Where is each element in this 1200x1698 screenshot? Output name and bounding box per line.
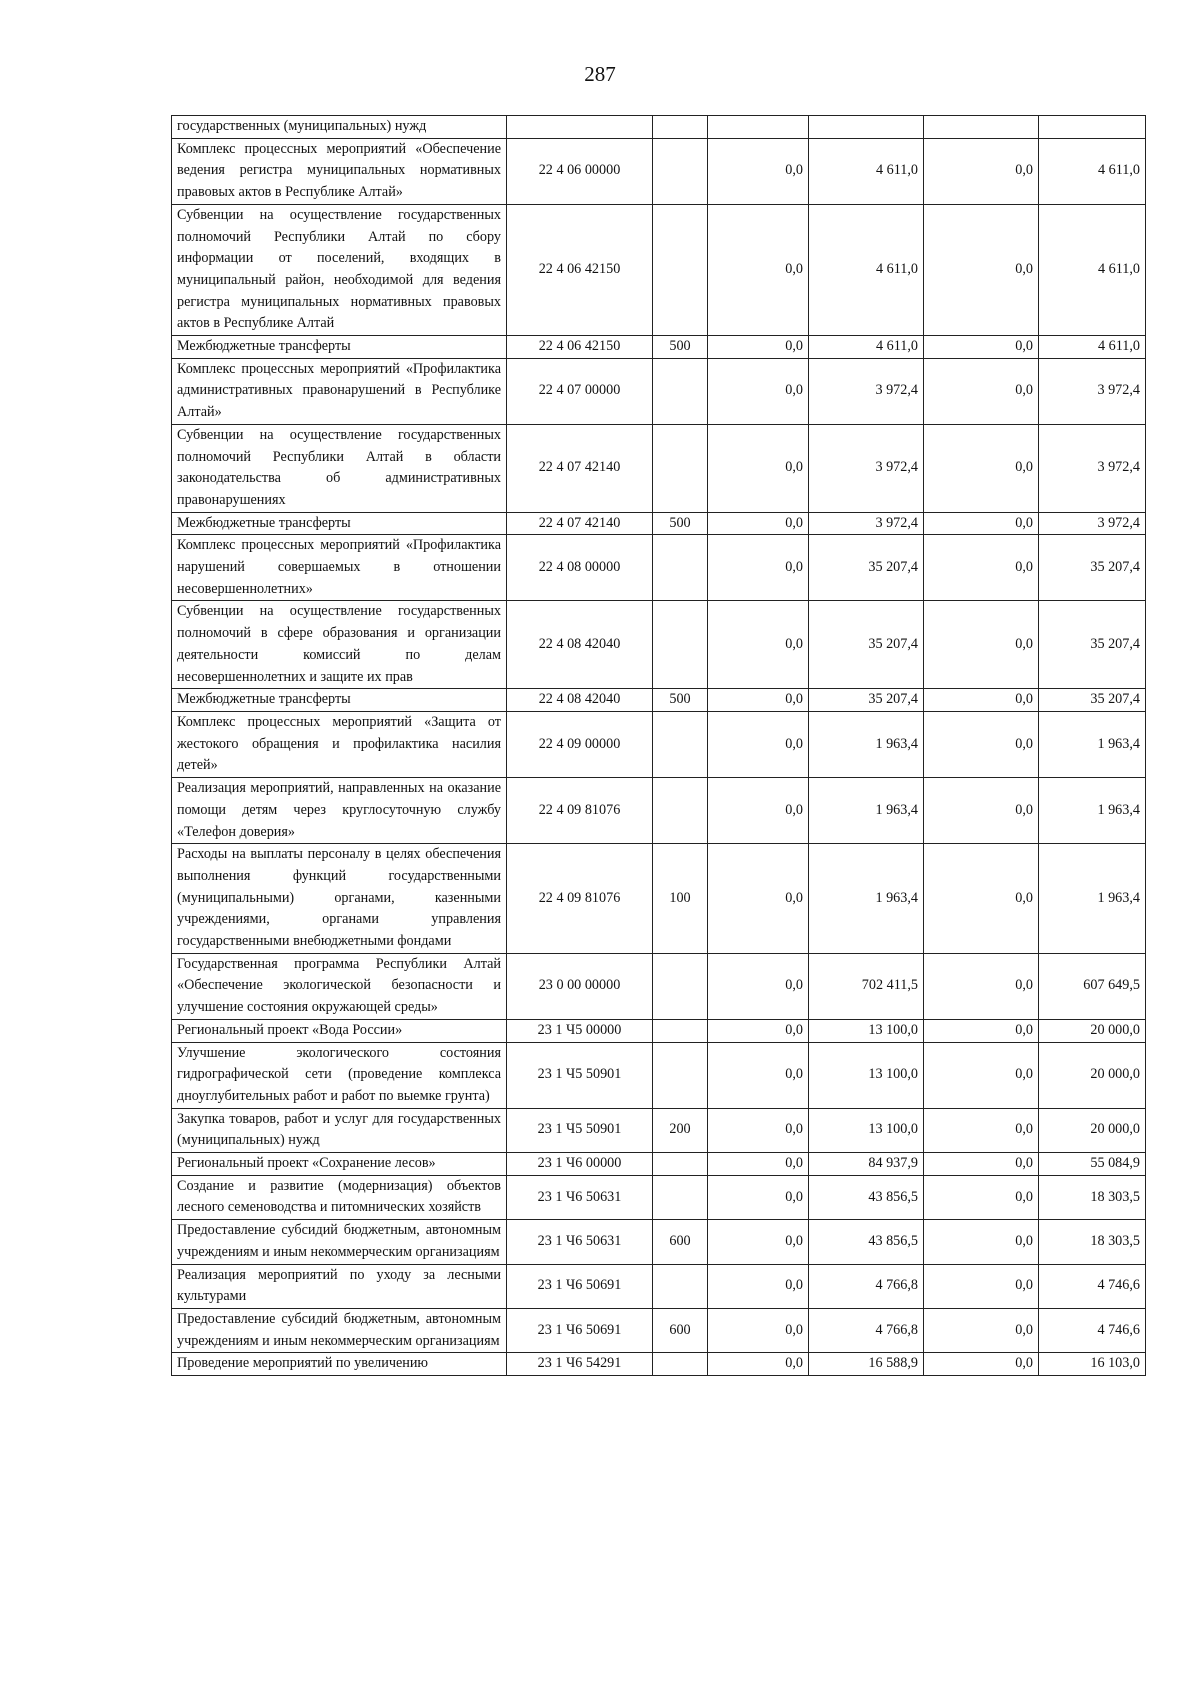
budget-table-body: [172, 116, 1146, 1376]
row-expense-type: [653, 778, 708, 844]
row-code: 23 1 Ч6 00000: [507, 1153, 653, 1176]
table-row: [172, 1220, 1146, 1264]
row-code: 22 4 06 00000: [507, 138, 653, 204]
row-expense-type: [653, 953, 708, 1019]
row-name: Проведение мероприятий по увеличению: [172, 1353, 507, 1376]
table-row: [172, 116, 1146, 139]
row-value-2: 702 411,5: [809, 953, 924, 1019]
row-value-4: 20 000,0: [1039, 1108, 1146, 1152]
row-code: 22 4 09 81076: [507, 778, 653, 844]
table-row: [172, 1264, 1146, 1308]
row-value-3: 0,0: [924, 778, 1039, 844]
row-value-4: 3 972,4: [1039, 512, 1146, 535]
row-value-3: 0,0: [924, 535, 1039, 601]
row-name: Региональный проект «Вода России»: [172, 1019, 507, 1042]
row-value-1: 0,0: [708, 1019, 809, 1042]
row-value-3: 0,0: [924, 844, 1039, 954]
row-value-4: 4 611,0: [1039, 204, 1146, 335]
row-value-1: 0,0: [708, 711, 809, 777]
row-value-1: 0,0: [708, 358, 809, 424]
row-name: Межбюджетные трансферты: [172, 336, 507, 359]
row-code: [507, 116, 653, 139]
row-expense-type: [653, 204, 708, 335]
row-code: 22 4 07 42140: [507, 512, 653, 535]
row-expense-type: [653, 358, 708, 424]
row-name: Комплекс процессных мероприятий «Обеспечение ведения регистра муниципальных нормативных правовых актов в Республике Алтай»: [172, 138, 507, 204]
row-value-1: 0,0: [708, 1153, 809, 1176]
row-code: 22 4 08 42040: [507, 689, 653, 712]
row-name: Субвенции на осуществление государственных полномочий Республики Алтай по сбору информации от поселений, входящих в муниципальный район, необходимой для ведения регистра муниципальных нормативных правовых актов в Республике Алтай: [172, 204, 507, 335]
row-value-2: 13 100,0: [809, 1042, 924, 1108]
row-value-1: [708, 116, 809, 139]
row-value-2: 4 611,0: [809, 204, 924, 335]
row-value-1: 0,0: [708, 1264, 809, 1308]
row-expense-type: [653, 535, 708, 601]
row-value-2: 43 856,5: [809, 1175, 924, 1219]
row-name: Реализация мероприятий, направленных на оказание помощи детям через круглосуточную службу «Телефон доверия»: [172, 778, 507, 844]
row-value-1: 0,0: [708, 336, 809, 359]
row-value-4: 55 084,9: [1039, 1153, 1146, 1176]
row-expense-type: 100: [653, 844, 708, 954]
row-value-3: 0,0: [924, 512, 1039, 535]
table-row: [172, 1175, 1146, 1219]
row-expense-type: 200: [653, 1108, 708, 1152]
row-value-4: 20 000,0: [1039, 1019, 1146, 1042]
row-value-1: 0,0: [708, 512, 809, 535]
table-row: [172, 601, 1146, 689]
row-value-3: 0,0: [924, 138, 1039, 204]
row-expense-type: 500: [653, 336, 708, 359]
row-value-1: 0,0: [708, 601, 809, 689]
row-code: 23 1 Ч6 50631: [507, 1220, 653, 1264]
row-name: Комплекс процессных мероприятий «Защита от жестокого обращения и профилактика насилия детей»: [172, 711, 507, 777]
row-value-4: 4 611,0: [1039, 336, 1146, 359]
row-value-4: 3 972,4: [1039, 424, 1146, 512]
table-row: [172, 424, 1146, 512]
table-row: [172, 689, 1146, 712]
row-value-4: 1 963,4: [1039, 778, 1146, 844]
table-row: [172, 1153, 1146, 1176]
table-row: [172, 204, 1146, 335]
row-value-4: 1 963,4: [1039, 711, 1146, 777]
row-expense-type: [653, 1153, 708, 1176]
row-value-2: 35 207,4: [809, 601, 924, 689]
row-value-4: 18 303,5: [1039, 1175, 1146, 1219]
row-code: 22 4 06 42150: [507, 336, 653, 359]
row-code: 23 1 Ч6 50691: [507, 1264, 653, 1308]
row-value-2: 4 766,8: [809, 1264, 924, 1308]
row-value-1: 0,0: [708, 689, 809, 712]
row-name: Межбюджетные трансферты: [172, 512, 507, 535]
row-value-3: 0,0: [924, 1353, 1039, 1376]
row-value-1: 0,0: [708, 953, 809, 1019]
row-expense-type: 600: [653, 1308, 708, 1352]
table-row: [172, 138, 1146, 204]
row-name: государственных (муниципальных) нужд: [172, 116, 507, 139]
row-value-2: 1 963,4: [809, 711, 924, 777]
row-value-2: 13 100,0: [809, 1108, 924, 1152]
row-name: Межбюджетные трансферты: [172, 689, 507, 712]
row-value-4: 4 746,6: [1039, 1308, 1146, 1352]
row-expense-type: [653, 1019, 708, 1042]
row-value-3: 0,0: [924, 711, 1039, 777]
row-value-3: 0,0: [924, 1019, 1039, 1042]
row-name: Реализация мероприятий по уходу за лесными культурами: [172, 1264, 507, 1308]
row-value-2: 1 963,4: [809, 778, 924, 844]
row-value-2: 16 588,9: [809, 1353, 924, 1376]
row-value-3: 0,0: [924, 336, 1039, 359]
row-value-1: 0,0: [708, 844, 809, 954]
row-code: 23 0 00 00000: [507, 953, 653, 1019]
table-row: [172, 1353, 1146, 1376]
row-value-1: 0,0: [708, 1308, 809, 1352]
row-expense-type: 500: [653, 512, 708, 535]
row-value-4: 3 972,4: [1039, 358, 1146, 424]
row-value-1: 0,0: [708, 138, 809, 204]
row-code: 22 4 09 00000: [507, 711, 653, 777]
row-code: 22 4 07 42140: [507, 424, 653, 512]
row-name: Предоставление субсидий бюджетным, автономным учреждениям и иным некоммерческим организациям: [172, 1220, 507, 1264]
table-row: [172, 535, 1146, 601]
row-value-1: 0,0: [708, 204, 809, 335]
row-expense-type: [653, 116, 708, 139]
table-row: [172, 1108, 1146, 1152]
row-name: Субвенции на осуществление государственных полномочий Республики Алтай в области законодательства об административных правонарушениях: [172, 424, 507, 512]
row-value-3: 0,0: [924, 601, 1039, 689]
row-expense-type: [653, 601, 708, 689]
table-row: [172, 336, 1146, 359]
row-value-1: 0,0: [708, 1353, 809, 1376]
row-value-2: 84 937,9: [809, 1153, 924, 1176]
row-value-4: 35 207,4: [1039, 535, 1146, 601]
row-value-1: 0,0: [708, 424, 809, 512]
row-code: 22 4 09 81076: [507, 844, 653, 954]
row-value-2: 1 963,4: [809, 844, 924, 954]
row-value-2: [809, 116, 924, 139]
row-value-2: 3 972,4: [809, 512, 924, 535]
row-value-3: 0,0: [924, 1220, 1039, 1264]
row-value-3: 0,0: [924, 424, 1039, 512]
row-name: Улучшение экологического состояния гидрографической сети (проведение комплекса дноуглубительных работ и работ по выемке грунта): [172, 1042, 507, 1108]
row-value-2: 3 972,4: [809, 424, 924, 512]
row-value-2: 35 207,4: [809, 535, 924, 601]
row-code: 22 4 08 42040: [507, 601, 653, 689]
row-value-1: 0,0: [708, 1175, 809, 1219]
row-name: Государственная программа Республики Алтай «Обеспечение экологической безопасности и улучшение состояния окружающей среды»: [172, 953, 507, 1019]
row-code: 23 1 Ч5 50901: [507, 1042, 653, 1108]
row-value-4: 16 103,0: [1039, 1353, 1146, 1376]
row-expense-type: [653, 138, 708, 204]
row-value-4: [1039, 116, 1146, 139]
row-value-1: 0,0: [708, 1220, 809, 1264]
row-value-4: 4 611,0: [1039, 138, 1146, 204]
row-value-2: 35 207,4: [809, 689, 924, 712]
row-name: Субвенции на осуществление государственных полномочий в сфере образования и организации деятельности комиссий по делам несовершеннолетних и защите их прав: [172, 601, 507, 689]
page-number: 287: [584, 62, 616, 86]
row-name: Комплекс процессных мероприятий «Профилактика административных правонарушений в Республике Алтай»: [172, 358, 507, 424]
row-expense-type: [653, 424, 708, 512]
row-value-1: 0,0: [708, 1108, 809, 1152]
table-row: [172, 778, 1146, 844]
table-row: [172, 844, 1146, 954]
row-value-2: 3 972,4: [809, 358, 924, 424]
row-expense-type: [653, 1175, 708, 1219]
row-code: 22 4 06 42150: [507, 204, 653, 335]
row-expense-type: [653, 1264, 708, 1308]
row-value-3: 0,0: [924, 1308, 1039, 1352]
row-value-3: 0,0: [924, 358, 1039, 424]
table-row: [172, 1019, 1146, 1042]
row-value-3: [924, 116, 1039, 139]
row-name: Региональный проект «Сохранение лесов»: [172, 1153, 507, 1176]
row-value-4: 35 207,4: [1039, 601, 1146, 689]
row-value-3: 0,0: [924, 1108, 1039, 1152]
row-value-3: 0,0: [924, 1175, 1039, 1219]
table-row: [172, 711, 1146, 777]
row-code: 23 1 Ч6 50631: [507, 1175, 653, 1219]
row-value-3: 0,0: [924, 1042, 1039, 1108]
row-value-1: 0,0: [708, 1042, 809, 1108]
row-code: 23 1 Ч5 50901: [507, 1108, 653, 1152]
row-name: Расходы на выплаты персоналу в целях обеспечения выполнения функций государственными (муниципальными) органами, казенными учреждениями, органами управления государственными внебюджетными фондами: [172, 844, 507, 954]
row-code: 22 4 07 00000: [507, 358, 653, 424]
row-value-4: 35 207,4: [1039, 689, 1146, 712]
table-row: [172, 953, 1146, 1019]
row-value-3: 0,0: [924, 204, 1039, 335]
row-value-1: 0,0: [708, 778, 809, 844]
table-row: [172, 358, 1146, 424]
row-name: Комплекс процессных мероприятий «Профилактика нарушений совершаемых в отношении несовершеннолетних»: [172, 535, 507, 601]
table-row: [172, 1042, 1146, 1108]
row-value-4: 18 303,5: [1039, 1220, 1146, 1264]
row-value-2: 4 611,0: [809, 336, 924, 359]
row-code: 23 1 Ч6 50691: [507, 1308, 653, 1352]
row-value-4: 607 649,5: [1039, 953, 1146, 1019]
row-name: Предоставление субсидий бюджетным, автономным учреждениям и иным некоммерческим организациям: [172, 1308, 507, 1352]
row-value-3: 0,0: [924, 689, 1039, 712]
row-expense-type: 500: [653, 689, 708, 712]
budget-table: [171, 115, 1146, 1376]
row-expense-type: [653, 711, 708, 777]
row-code: 22 4 08 00000: [507, 535, 653, 601]
row-expense-type: [653, 1353, 708, 1376]
row-value-4: 20 000,0: [1039, 1042, 1146, 1108]
row-value-3: 0,0: [924, 953, 1039, 1019]
row-value-2: 13 100,0: [809, 1019, 924, 1042]
table-row: [172, 512, 1146, 535]
row-expense-type: 600: [653, 1220, 708, 1264]
row-value-4: 1 963,4: [1039, 844, 1146, 954]
row-code: 23 1 Ч6 54291: [507, 1353, 653, 1376]
row-value-2: 4 611,0: [809, 138, 924, 204]
table-row: [172, 1308, 1146, 1352]
row-code: 23 1 Ч5 00000: [507, 1019, 653, 1042]
row-value-2: 43 856,5: [809, 1220, 924, 1264]
row-expense-type: [653, 1042, 708, 1108]
row-value-1: 0,0: [708, 535, 809, 601]
row-name: Создание и развитие (модернизация) объектов лесного семеноводства и питомнических хозяйств: [172, 1175, 507, 1219]
row-name: Закупка товаров, работ и услуг для государственных (муниципальных) нужд: [172, 1108, 507, 1152]
row-value-4: 4 746,6: [1039, 1264, 1146, 1308]
row-value-3: 0,0: [924, 1153, 1039, 1176]
row-value-3: 0,0: [924, 1264, 1039, 1308]
row-value-2: 4 766,8: [809, 1308, 924, 1352]
